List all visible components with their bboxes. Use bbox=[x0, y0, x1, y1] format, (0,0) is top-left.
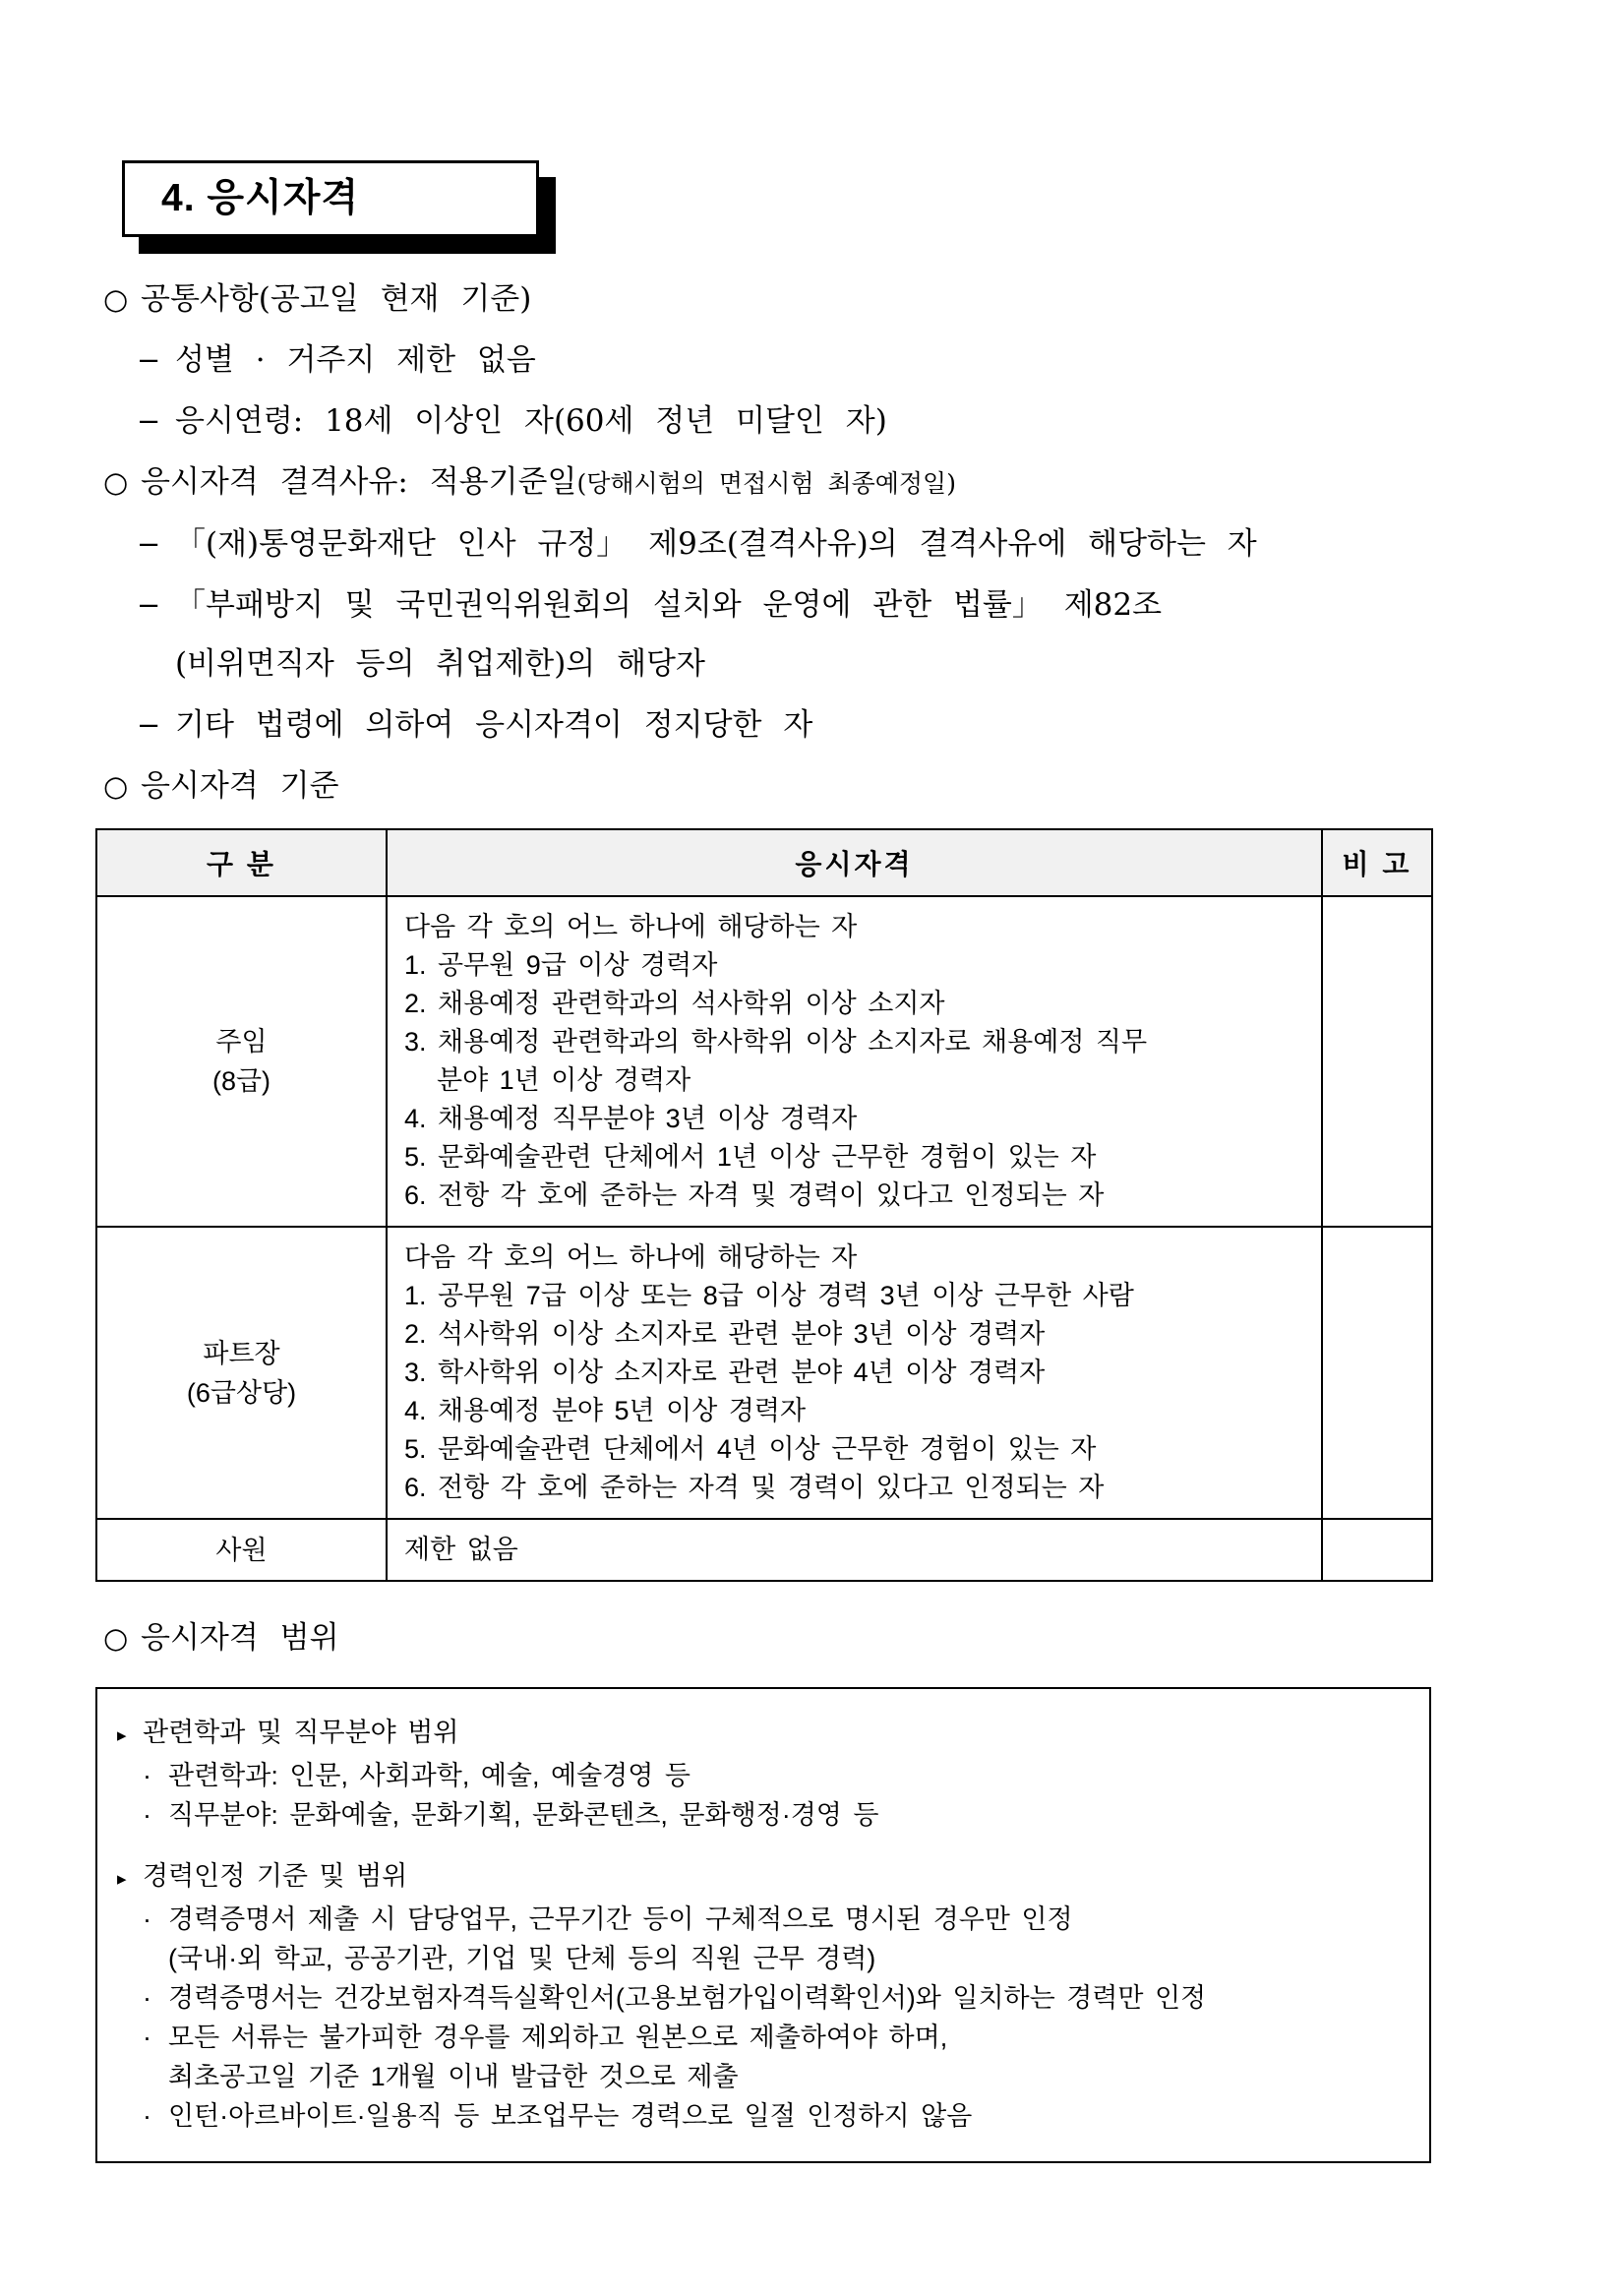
table-row bbox=[96, 896, 1432, 1227]
intro-item-text: 응시연령: 18세 이상인 자(60세 정년 미달인 자) bbox=[175, 403, 887, 439]
qualification-line: 다음 각 호의 어느 하나에 해당하는 자 bbox=[404, 1242, 858, 1272]
dot-bullet: · bbox=[143, 1983, 151, 2013]
scope-heading: 응시자격 범위 bbox=[141, 1620, 339, 1656]
triangle-bullet: ▸ bbox=[117, 1869, 127, 1890]
intro-item bbox=[95, 341, 1526, 380]
intro-item-text: 성별 · 거주지 제한 없음 bbox=[175, 342, 536, 378]
intro-list bbox=[95, 280, 1526, 806]
section-title-box bbox=[122, 160, 539, 237]
qualification-line: 제한 없음 bbox=[404, 1535, 518, 1564]
intro-item bbox=[95, 767, 1526, 806]
qualification-line: 1. 공무원 7급 이상 또는 8급 이상 경력 3년 이상 근무한 사람 bbox=[404, 1281, 1134, 1310]
category-cell bbox=[96, 1227, 387, 1519]
dash-bullet: − bbox=[137, 708, 161, 742]
qualification-line: 2. 채용예정 관련학과의 석사학위 이상 소지자 bbox=[404, 989, 945, 1018]
dash-bullet: − bbox=[137, 404, 161, 438]
qualification-line: 2. 석사학위 이상 소지자로 관련 분야 3년 이상 경력자 bbox=[404, 1319, 1046, 1349]
scope-item-continuation: (국내·외 학교, 공공기관, 기업 및 단체 등의 직원 근무 경력) bbox=[168, 1944, 876, 1973]
intro-item bbox=[95, 280, 1526, 319]
qualification-cell bbox=[387, 896, 1322, 1227]
circle-bullet: ○ bbox=[103, 1621, 129, 1655]
qualification-line: 다음 각 호의 어느 하나에 해당하는 자 bbox=[404, 912, 858, 941]
intro-item bbox=[95, 525, 1526, 564]
scope-group-title: 관련학과 및 직무분야 범위 bbox=[143, 1718, 459, 1747]
triangle-bullet: ▸ bbox=[117, 1725, 127, 1746]
table-row bbox=[96, 1519, 1432, 1581]
table-header-qualification: 응시자격 bbox=[387, 829, 1322, 896]
scope-item-text: 모든 서류는 불가피한 경우를 제외하고 원본으로 제출하여야 하며, bbox=[168, 2023, 948, 2052]
scope-group bbox=[113, 1856, 1410, 2136]
scope-box bbox=[95, 1687, 1431, 2163]
table-header-note: 비 고 bbox=[1322, 829, 1432, 896]
category-cell bbox=[96, 1519, 387, 1581]
dot-bullet: · bbox=[143, 1761, 151, 1790]
qualification-line: 1. 공무원 9급 이상 경력자 bbox=[404, 950, 718, 980]
dot-bullet: · bbox=[143, 1800, 151, 1830]
intro-item-text: 응시자격 기준 bbox=[141, 768, 339, 804]
qualification-line: 3. 학사학위 이상 소지자로 관련 분야 4년 이상 경력자 bbox=[404, 1358, 1046, 1387]
intro-item-text-small: (당해시험의 면접시험 최종예정일) bbox=[576, 469, 956, 498]
qualification-line: 4. 채용예정 직무분야 3년 이상 경력자 bbox=[404, 1104, 858, 1133]
scope-heading-wrap bbox=[95, 1619, 1526, 1658]
qualification-line: 5. 문화예술관련 단체에서 1년 이상 근무한 경험이 있는 자 bbox=[404, 1142, 1097, 1172]
category-grade: (8급) bbox=[211, 1066, 271, 1096]
scope-item-text: 경력증명서는 건강보험자격득실확인서(고용보험가입이력확인서)와 일치하는 경력만 인정 bbox=[168, 1983, 1207, 2013]
scope-item-text: 직무분야: 문화예술, 문화기획, 문화콘텐츠, 문화행정·경영 등 bbox=[168, 1800, 879, 1830]
qualification-line: 6. 전항 각 호에 준하는 자격 및 경력이 있다고 인정되는 자 bbox=[404, 1473, 1105, 1502]
dot-bullet: · bbox=[143, 2023, 151, 2052]
note-cell bbox=[1322, 1227, 1432, 1519]
table-header-category: 구 분 bbox=[96, 829, 387, 896]
intro-item-text: 「(재)통영문화재단 인사 규정」 제9조(결격사유)의 결격사유에 해당하는 자 bbox=[175, 526, 1257, 562]
scope-item-continuation: 최초공고일 기준 1개월 이내 발급한 것으로 제출 bbox=[168, 2062, 739, 2091]
category-cell bbox=[96, 896, 387, 1227]
scope-item bbox=[113, 1978, 1410, 2018]
qualification-table bbox=[95, 828, 1433, 1582]
intro-item bbox=[95, 706, 1526, 745]
circle-bullet: ○ bbox=[103, 465, 129, 499]
scope-item-text: 경력증명서 제출 시 담당업무, 근무기간 등이 구체적으로 명시된 경우만 인정 bbox=[168, 1904, 1073, 1934]
section-title: 4. 응시자격 bbox=[161, 177, 360, 219]
intro-item-text: 기타 법령에 의하여 응시자격이 정지당한 자 bbox=[175, 707, 813, 743]
intro-item-text-main: 응시자격 결격사유: 적용기준일 bbox=[141, 464, 577, 500]
dash-bullet: − bbox=[137, 588, 161, 622]
scope-item bbox=[113, 1756, 1410, 1795]
category-grade: (6급상당) bbox=[186, 1377, 297, 1408]
scope-group bbox=[113, 1713, 1410, 1835]
intro-item bbox=[95, 463, 1526, 503]
table-row bbox=[96, 1227, 1432, 1519]
dash-bullet: − bbox=[137, 343, 161, 377]
intro-item-text bbox=[141, 463, 956, 503]
scope-item-text: 인턴·아르바이트·일용직 등 보조업무는 경력으로 일절 인정하지 않음 bbox=[168, 2101, 973, 2131]
qualification-line: 4. 채용예정 분야 5년 이상 경력자 bbox=[404, 1396, 807, 1425]
qualification-cell bbox=[387, 1519, 1322, 1581]
intro-item-text: 「부패방지 및 국민권익위원회의 설치와 운영에 관한 법률」 제82조 bbox=[175, 587, 1163, 623]
qualification-line: 3. 채용예정 관련학과의 학사학위 이상 소지자로 채용예정 직무 bbox=[404, 1027, 1148, 1057]
intro-item-text: 공통사항(공고일 현재 기준) bbox=[141, 281, 532, 317]
qualification-line: 6. 전항 각 호에 준하는 자격 및 경력이 있다고 인정되는 자 bbox=[404, 1180, 1105, 1210]
intro-item-continuation: (비위면직자 등의 취업제한)의 해당자 bbox=[175, 646, 705, 682]
qualification-line: 분야 1년 이상 경력자 bbox=[437, 1065, 691, 1095]
intro-item bbox=[95, 402, 1526, 441]
circle-bullet: ○ bbox=[103, 282, 129, 316]
category-name: 주임 bbox=[215, 1027, 268, 1057]
circle-bullet: ○ bbox=[103, 769, 129, 803]
note-cell bbox=[1322, 1519, 1432, 1581]
scope-item bbox=[113, 2018, 1410, 2057]
category-name: 파트장 bbox=[203, 1338, 280, 1368]
note-cell bbox=[1322, 896, 1432, 1227]
dot-bullet: · bbox=[143, 2101, 151, 2131]
scope-item bbox=[113, 2096, 1410, 2136]
scope-group-title-line bbox=[113, 1856, 1410, 1900]
scope-item bbox=[113, 1900, 1410, 1939]
dash-bullet: − bbox=[137, 527, 161, 561]
scope-item-text: 관련학과: 인문, 사회과학, 예술, 예술경영 등 bbox=[168, 1761, 690, 1790]
table-header-row bbox=[96, 829, 1432, 896]
qualification-cell bbox=[387, 1227, 1322, 1519]
scope-group-title: 경력인정 기준 및 범위 bbox=[143, 1861, 408, 1891]
scope-group-title-line bbox=[113, 1713, 1410, 1756]
dot-bullet: · bbox=[143, 1904, 151, 1934]
scope-item bbox=[113, 1795, 1410, 1835]
qualification-line: 5. 문화예술관련 단체에서 4년 이상 근무한 경험이 있는 자 bbox=[404, 1434, 1097, 1464]
intro-item bbox=[95, 586, 1526, 625]
category-name: 사원 bbox=[215, 1535, 268, 1565]
scope-heading-line bbox=[95, 1619, 1526, 1658]
